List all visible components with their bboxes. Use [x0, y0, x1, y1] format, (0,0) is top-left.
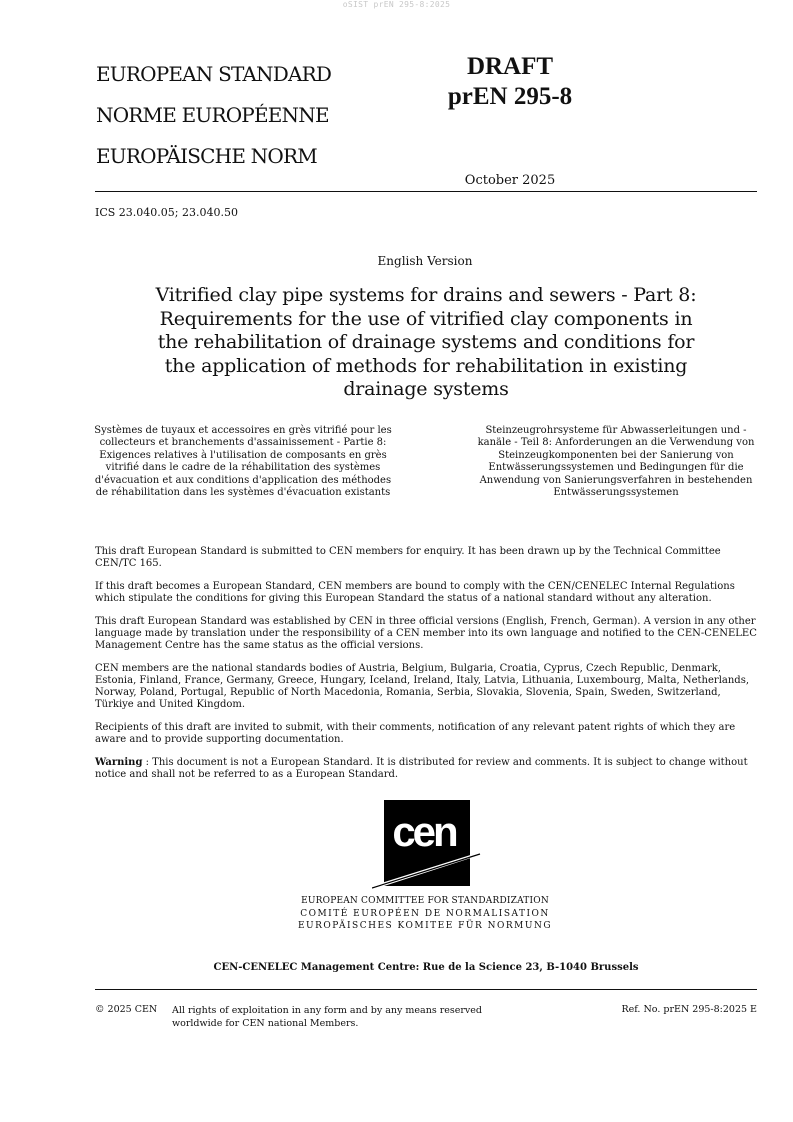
publication-date: October 2025: [464, 173, 556, 188]
warning-label: Warning: [95, 757, 143, 768]
ics-codes: ICS 23.040.05; 23.040.50: [95, 206, 238, 219]
rights-notice: [172, 1004, 512, 1030]
document-title: Vitrified clay pipe systems for drains and sewers - Part 8: Requirements for the use of vitrified clay components in the rehabilitation of drainage systems and conditions for the application of methods for rehabilitation in existing drainage systems: [155, 284, 697, 400]
committee-name-de: EUROPÄISCHES KOMITEE FÜR NORMUNG: [297, 921, 553, 931]
footer-divider: [95, 989, 757, 990]
language-version: English Version: [377, 254, 473, 268]
management-centre-address: CEN-CENELEC Management Centre: Rue de la Science 23, B-1040 Brussels: [213, 962, 639, 973]
header-divider: [95, 191, 757, 192]
standard-name-de: EUROPÄISCHE NORM: [96, 144, 317, 168]
cen-logo: [372, 800, 484, 890]
rights-line: worldwide for CEN national Members.: [172, 1018, 359, 1029]
standard-name-en: EUROPEAN STANDARD: [96, 62, 332, 86]
watermark: oSIST prEN 295-8:2025: [342, 0, 451, 9]
standard-names: [96, 54, 331, 177]
rights-line: All rights of exploitation in any form and by any means reserved: [172, 1005, 483, 1016]
draft-block: [430, 52, 590, 112]
paragraph: This draft European Standard is submitted to CEN members for enquiry. It has been drawn up by the Technical Committee CEN/TC 165.: [95, 546, 721, 569]
committee-name-en: EUROPEAN COMMITTEE FOR STANDARDIZATION: [301, 896, 549, 906]
warning-paragraph: [95, 757, 760, 781]
paragraph: Recipients of this draft are invited to submit, with their comments, notification of any relevant patent rights of which they are aware and to provide supporting documentation.: [95, 722, 736, 745]
committee-name-fr: COMITÉ EUROPÉEN DE NORMALISATION: [300, 908, 550, 919]
title-french: Systèmes de tuyaux et accessoires en grès vitrifié pour les collecteurs et branchements d'assainissement - Partie 8: Exigences relatives à l'utilisation de composants en grès vitrifié dans le cadre de la réhabilitation des systèmes d'évacuation et aux conditions d'application des méthodes de réhabilitation dans les systèmes d'évacuation existants: [94, 425, 392, 499]
paragraph: This draft European Standard was established by CEN in three official versions (English, French, German). A version in any other language made by translation under the responsibility of a CEN member into its own language and notified to the CEN-CENELEC Management Centre has the same status as the official versions.: [95, 616, 757, 651]
notice-paragraphs: [95, 546, 760, 792]
committee-names: [260, 895, 590, 933]
reference-number: Ref. No. prEN 295-8:2025 E: [621, 1004, 757, 1015]
document-number: prEN 295-8: [447, 83, 573, 110]
svg-text:cen: cen: [392, 808, 456, 855]
draft-label: DRAFT: [466, 53, 554, 80]
warning-text: : This document is not a European Standard. It is distributed for review and comments. It is subject to change without notice and shall not be referred to as a European Standard.: [95, 757, 748, 780]
copyright: © 2025 CEN: [95, 1004, 158, 1015]
title-german: Steinzeugrohrsysteme für Abwasserleitungen und -kanäle - Teil 8: Anforderungen an die Verwendung von Steinzeugkomponenten bei der Sanierung von Entwässerungssystemen und Bedingungen für die Anwendung von Sanierungsverfahren in bestehenden Entwässerungssystemen: [477, 425, 755, 499]
paragraph: CEN members are the national standards bodies of Austria, Belgium, Bulgaria, Croatia, Cyprus, Czech Republic, Denmark, Estonia, Finland, France, Germany, Greece, Hungary, Iceland, Ireland, Italy, Latvia, Lithuania, Luxembourg, Malta, Netherlands, Norway, Poland, Portugal, Republic of North Macedonia, Romania, Serbia, Slovakia, Slovenia, Spain, Sweden, Switzerland, Türkiye and United Kingdom.: [95, 663, 750, 710]
paragraph: If this draft becomes a European Standard, CEN members are bound to comply with the CEN/CENELEC Internal Regulations which stipulate the conditions for giving this European Standard the status of a national standard without any alteration.: [95, 581, 735, 604]
standard-name-fr: NORME EUROPÉENNE: [96, 103, 329, 127]
